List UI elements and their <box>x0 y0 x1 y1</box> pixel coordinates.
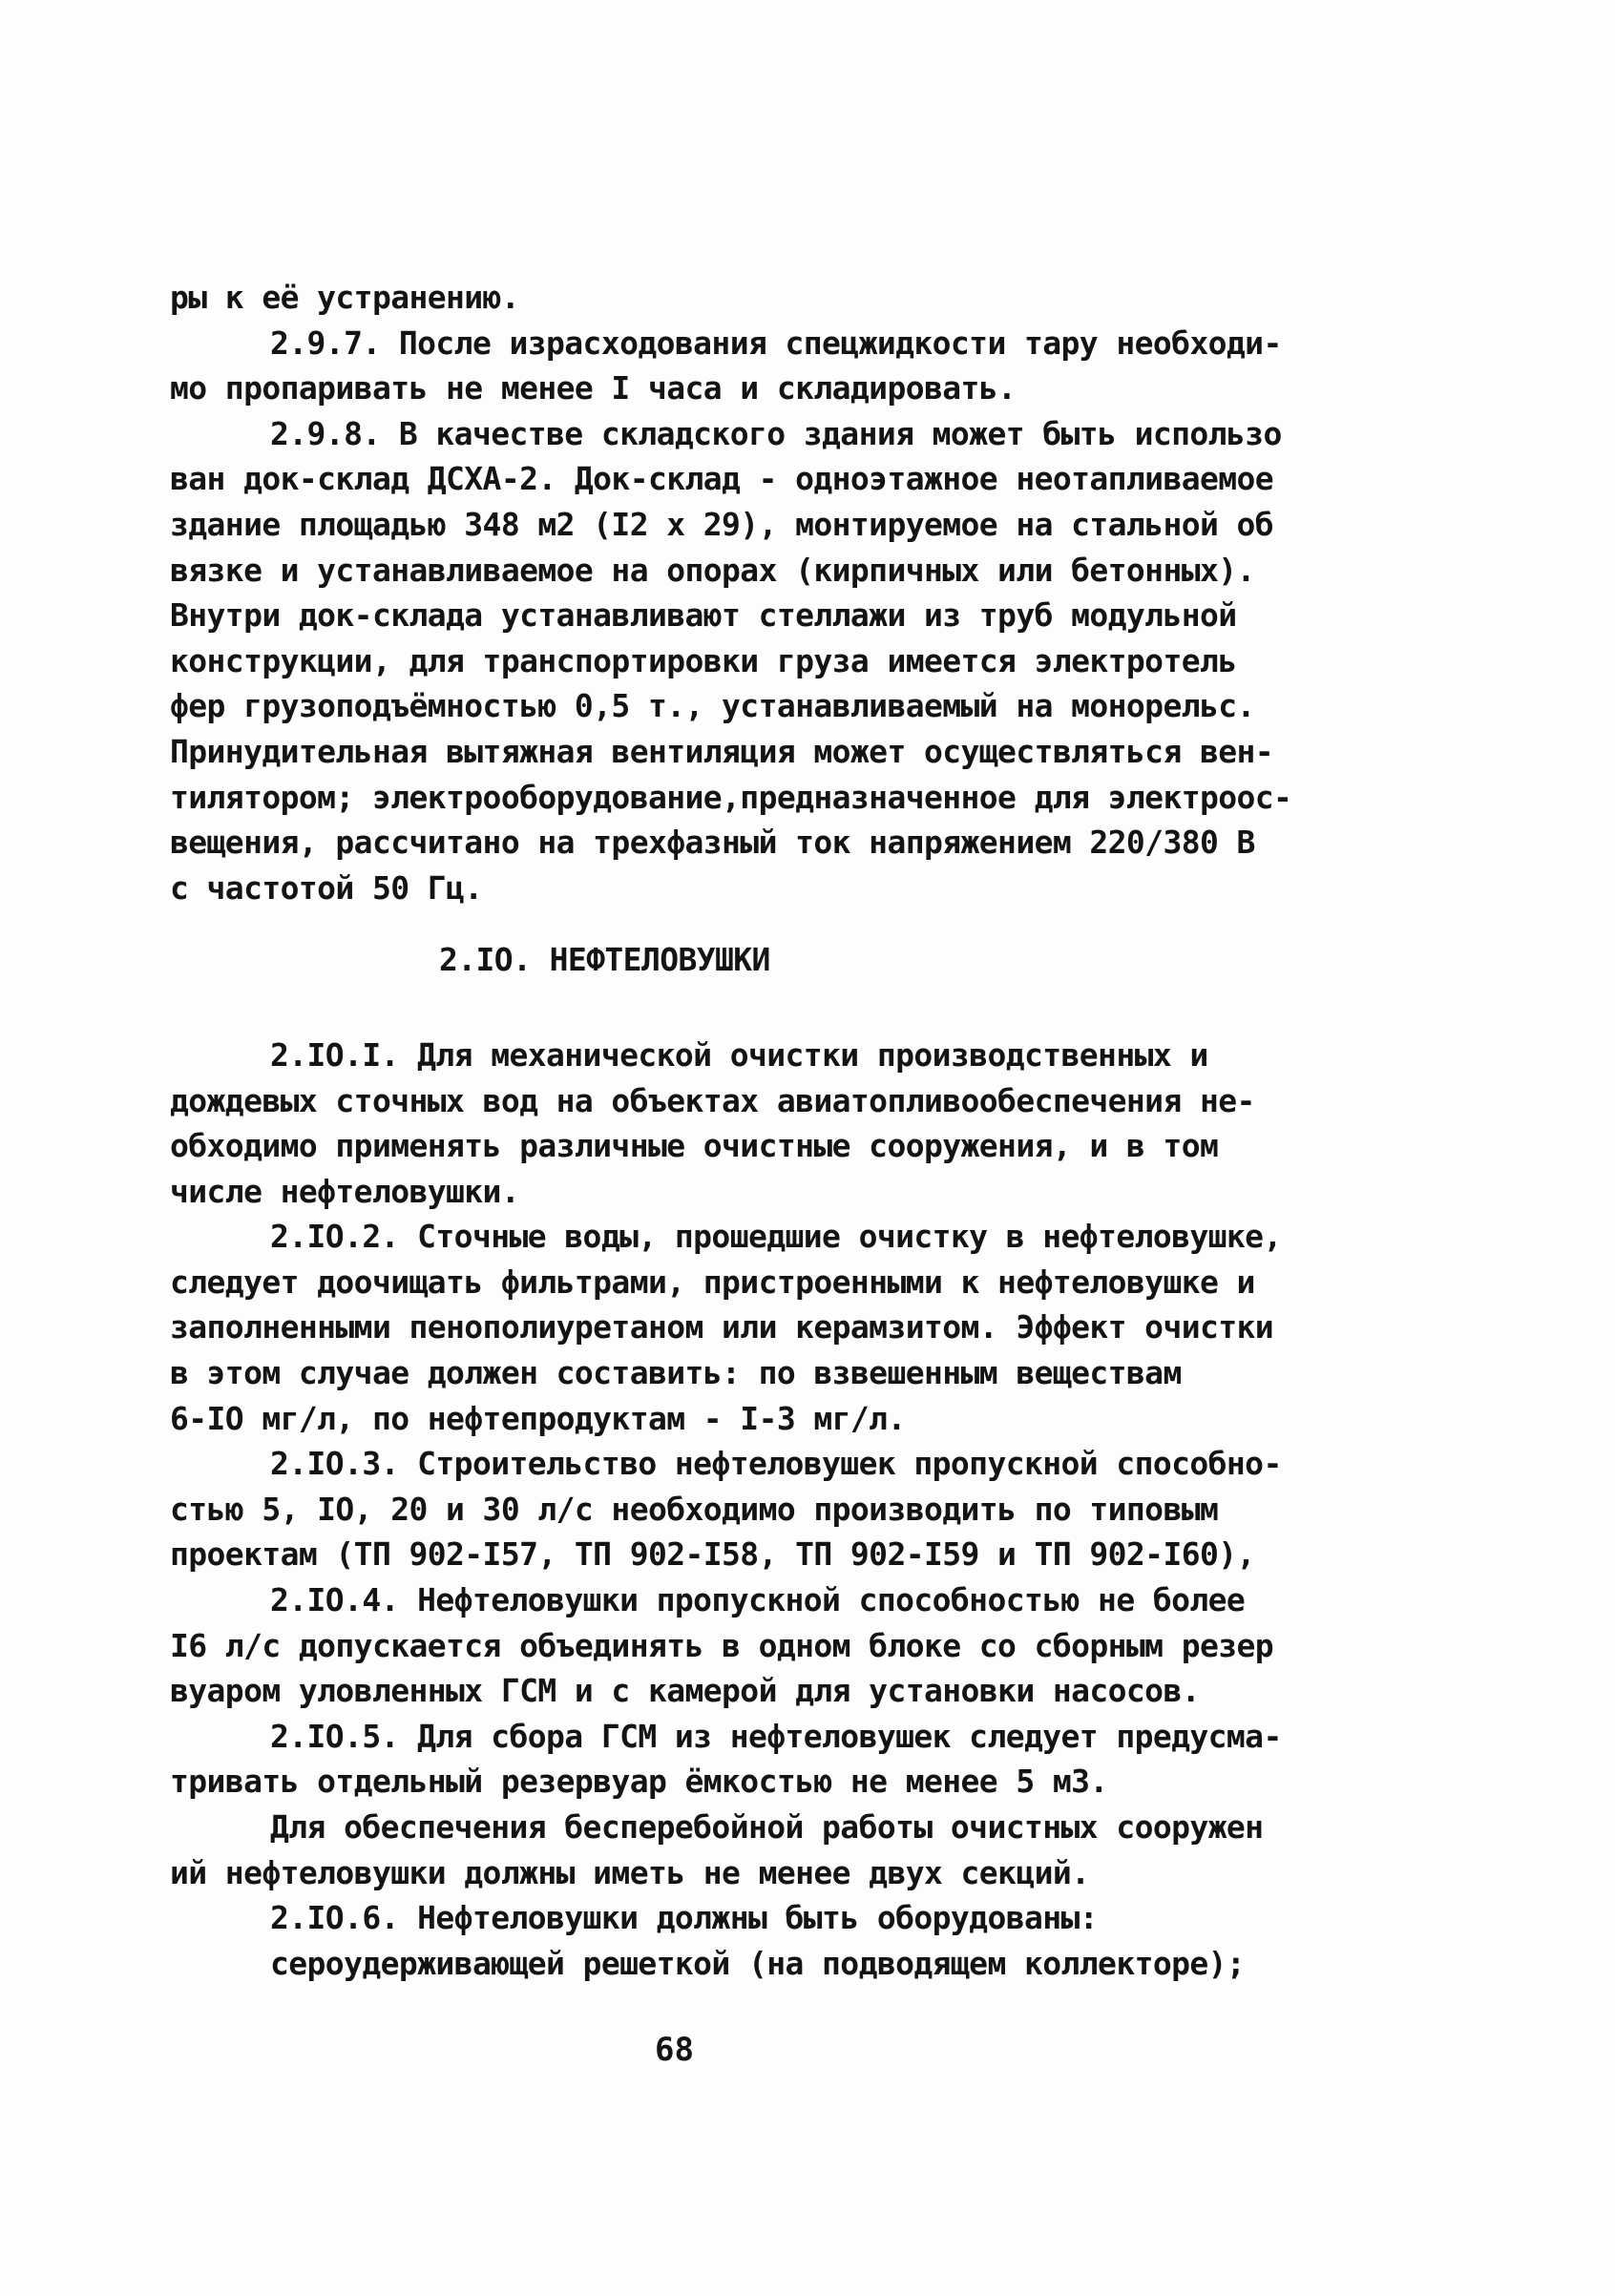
text-line: 2.IO.3. Строительство нефтеловушек пропускной способно- <box>270 1445 1282 1483</box>
text-line: обходимо применять различные очистные сооружения, и в том <box>170 1127 1219 1165</box>
text-line: Принудительная вытяжная вентиляция может осуществляться вен- <box>170 732 1274 770</box>
text-line: в этом случае должен составить: по взвешенным веществам <box>170 1354 1182 1392</box>
text-line: здание площадью 348 м2 (I2 x 29), монтируемое на стальной об <box>170 505 1274 543</box>
text-line: тривать отдельный резервуар ёмкостью не менее 5 м3. <box>170 1763 1108 1801</box>
text-line: тилятором; электрооборудование,предназначенное для электроос- <box>170 778 1292 816</box>
text-line: вязке и устанавливаемое на опорах (кирпичных или бетонных). <box>170 551 1255 589</box>
text-line: дождевых сточных вод на объектах авиатопливообеспечения не- <box>170 1081 1255 1119</box>
text-line: ван док-склад ДСХА-2. Док-склад - одноэтажное неотапливаемое <box>170 460 1274 498</box>
text-line: вещения, рассчитано на трехфазный ток напряжением 220/380 В <box>170 824 1255 862</box>
text-line: фер грузоподъёмностью 0,5 т., устанавливаемый на монорельс. <box>170 687 1255 725</box>
text-line: 2.IO.4. Нефтеловушки пропускной способностью не более <box>270 1581 1246 1619</box>
text-line: I6 л/с допускается объединять в одном блоке со сборным резер <box>170 1626 1274 1664</box>
section-heading: 2.IO. НЕФТЕЛОВУШКИ <box>439 941 770 979</box>
text-line: 2.IO.I. Для механической очистки производственных и <box>270 1035 1208 1074</box>
text-line: ры к её устранению. <box>170 279 520 316</box>
text-line: конструкции, для транспортировки груза имеется электротель <box>170 641 1237 679</box>
text-line: стью 5, IO, 20 и 30 л/с необходимо производить по типовым <box>170 1490 1219 1528</box>
text-line: мо пропаривать не менее I часа и складировать. <box>170 369 1017 407</box>
text-line: с частотой 50 Гц. <box>170 868 483 907</box>
page-number: 68 <box>655 2031 694 2069</box>
text-line: 6-IO мг/л, по нефтепродуктам - I-3 мг/л. <box>170 1399 906 1437</box>
text-line: вуаром уловленных ГСМ и с камерой для установки насосов. <box>170 1672 1200 1710</box>
text-line: 2.IO.6. Нефтеловушки должны быть оборудованы: <box>270 1899 1099 1937</box>
text-line: числе нефтеловушки. <box>170 1172 520 1210</box>
text-line: сероудерживающей решеткой (на подводящем коллекторе); <box>270 1944 1246 1982</box>
text-line: следует доочищать фильтрами, пристроенными к нефтеловушке и <box>170 1263 1255 1301</box>
text-line: проектам (ТП 902-I57, ТП 902-I58, ТП 902-I59 и ТП 902-I60), <box>170 1535 1255 1574</box>
text-line: заполненными пенополиуретаном или керамзитом. Эффект очистки <box>170 1308 1274 1346</box>
text-line: Для обеспечения бесперебойной работы очистных сооружен <box>270 1808 1264 1846</box>
text-line: 2.IO.5. Для сбора ГСМ из нефтеловушек следует предусма- <box>270 1717 1282 1755</box>
text-line: ий нефтеловушки должны иметь не менее двух секций. <box>170 1853 1090 1891</box>
text-line: 2.9.8. В качестве складского здания может быть использо <box>270 414 1282 452</box>
text-line: 2.9.7. После израсходования спецжидкости тару необходи- <box>270 324 1282 362</box>
text-line: 2.IO.2. Сточные воды, прошедшие очистку в нефтеловушке, <box>270 1218 1282 1256</box>
text-line: Внутри док-склада устанавливают стеллажи из труб модульной <box>170 596 1237 635</box>
document-body <box>170 275 1292 1986</box>
